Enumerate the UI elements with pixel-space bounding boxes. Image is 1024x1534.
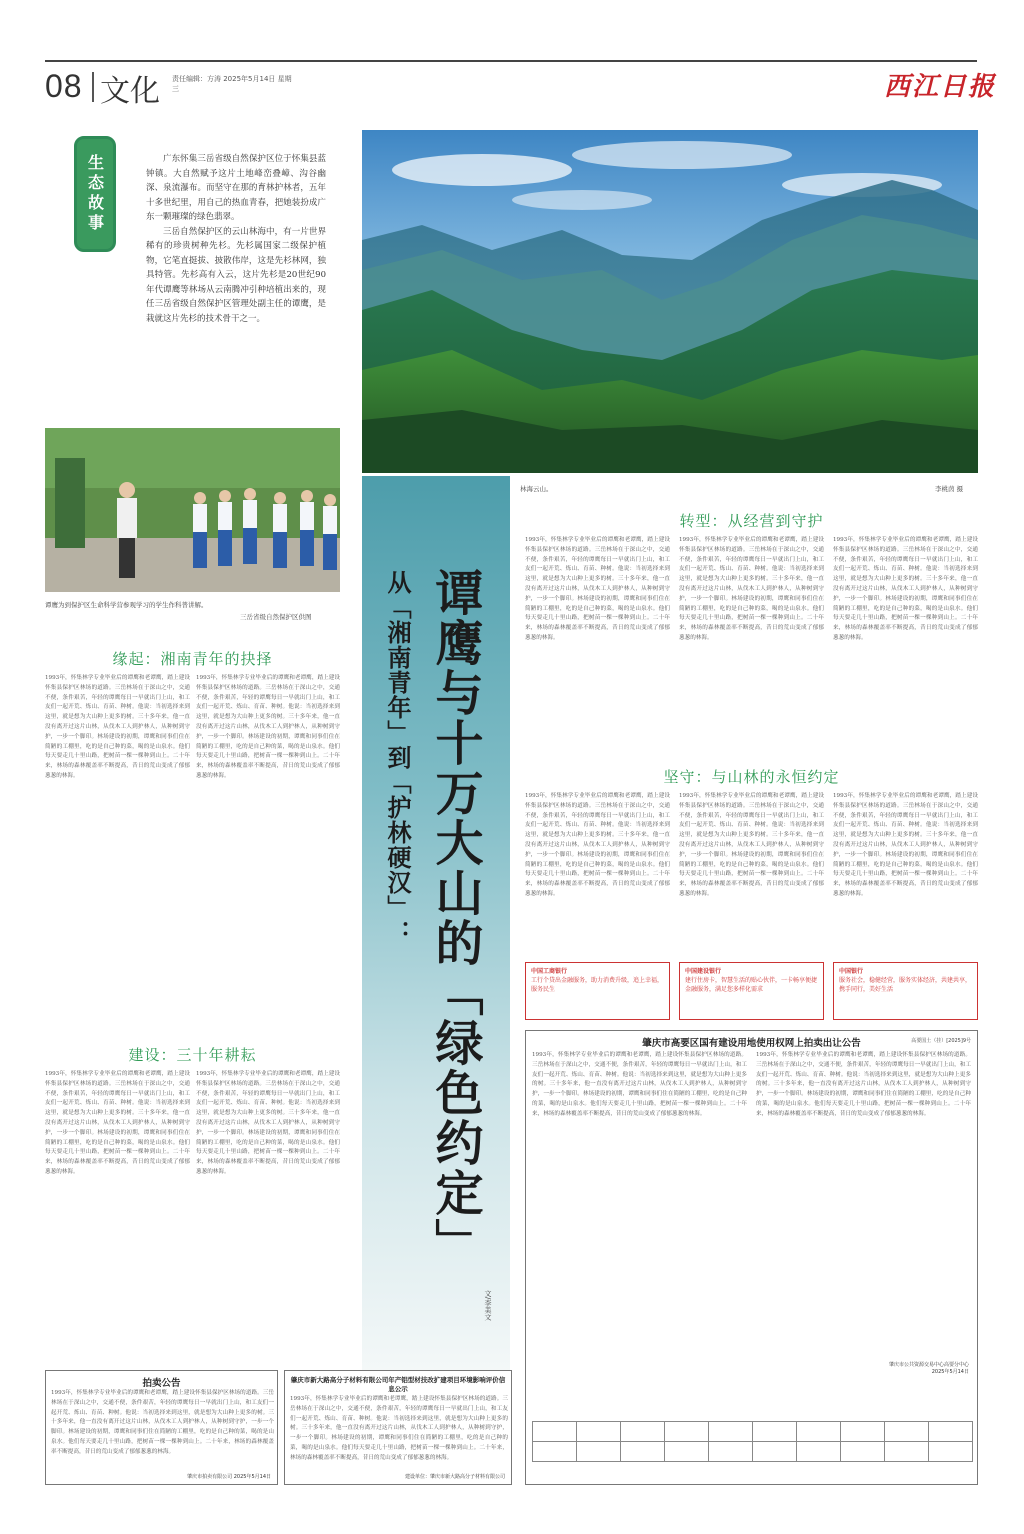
ad-text: 服务社会，稳健经营，服务实体经济，共建共享，携手同行，美好生活 (839, 977, 972, 993)
body-text: 1993年，怀集林学专业毕业后的谭鹰和老谭鹰，踏上建设怀集县保护区林场的道路。三岳林场在于深山之中，交通不便，条件艰苦，年轻的谭鹰每日一早就出门上山，和工友们一起开荒、炼山、育苗、种树。他说：当初选择来到这里，就是想为大山种上更多的树。三十多年来，他一直没有离开过这片山林，从伐木工人到护林人，从种树到守护，一步一个脚印。林场建设的初期，谭鹰和同事们住在简陋的工棚里，吃的是自己种的菜，喝的是山泉水。他们每天要走几十里山路，把树苗一棵一棵种到山上。二十年来，林场的森林覆盖率不断提高，昔日的荒山变成了郁郁葱葱的林海。 (196, 675, 340, 779)
header-rule (45, 60, 977, 62)
notice-signoff: 肇庆市拍卖有限公司 2025年5月14日 (187, 1474, 271, 1480)
body-text: 1993年，怀集林学专业毕业后的谭鹰和老谭鹰，踏上建设怀集县保护区林场的道路。三岳林场在于深山之中，交通不便，条件艰苦，年轻的谭鹰每日一早就出门上山，和工友们一起开荒、炼山、育苗、种树。他说：当初选择来到这里，就是想为大山种上更多的树。三十多年来，他一直没有离开过这片山林，从伐木工人到护林人，从种树到守护，一步一个脚印。林场建设的初期，谭鹰和同事们住在简陋的工棚里，吃的是自己种的菜，喝的是山泉水。他们每天要走几十里山路，把树苗一棵一棵种到山上。二十年来，林场的森林覆盖率不断提高，昔日的荒山变成了郁郁葱葱的林海。 (525, 793, 670, 897)
page-number: 08 (45, 68, 83, 104)
body-text: 1993年，怀集林学专业毕业后的谭鹰和老谭鹰，踏上建设怀集县保护区林场的道路。三岳林场在于深山之中，交通不便，条件艰苦，年轻的谭鹰每日一早就出门上山，和工友们一起开荒、炼山、育苗、种树。他说：当初选择来到这里，就是想为大山种上更多的树。三十多年来，他一直没有离开过这片山林，从伐木工人到护林人，从种树到守护，一步一个脚印。林场建设的初期，谭鹰和同事们住在简陋的工棚里，吃的是自己种的菜，喝的是山泉水。他们每天要走几十里山路，把树苗一棵一棵种到山上。二十年来，林场的森林覆盖率不断提高，昔日的荒山变成了郁郁葱葱的林海。 (525, 537, 670, 641)
ad-boc[interactable] (833, 962, 978, 1020)
body-text: 1993年，怀集林学专业毕业后的谭鹰和老谭鹰，踏上建设怀集县保护区林场的道路。三岳林场在于深山之中，交通不便，条件艰苦，年轻的谭鹰每日一早就出门上山，和工友们一起开荒、炼山、育苗、种树。他说：当初选择来到这里，就是想为大山种上更多的树。三十多年来，他一直没有离开过这片山林，从伐木工人到护林人，从种树到守护，一步一个脚印。林场建设的初期，谭鹰和同事们住在简陋的工棚里，吃的是自己种的菜，喝的是山泉水。他们每天要走几十里山路，把树苗一棵一棵种到山上。二十年来，林场的森林覆盖率不断提高，昔日的荒山变成了郁郁葱葱的林海。 (45, 1071, 190, 1175)
newspaper-logo: 西江日报 (884, 72, 997, 102)
intro-paragraph-1: 广东怀集三岳省级自然保护区位于怀集县蓝钟镇。大自然赋予这片土地峰峦叠嶂、沟谷幽深、泉流瀑布。而坚守在那的育林护林者，五年十多世纪里，用自己的热血青春，把她装扮成广东一颗璀璨的绿色翡翠。 (146, 154, 326, 222)
section-name: 文化 (100, 74, 160, 109)
body-text: 1993年，怀集林学专业毕业后的谭鹰和老谭鹰，踏上建设怀集县保护区林场的道路。三岳林场在于深山之中，交通不便，条件艰苦，年轻的谭鹰每日一早就出门上山，和工友们一起开荒、炼山、育苗、种树。他说：当初选择来到这里，就是想为大山种上更多的树。三十多年来，他一直没有离开过这片山林，从伐木工人到护林人，从种树到守护，一步一个脚印。林场建设的初期，谭鹰和同事们住在简陋的工棚里，吃的是自己种的菜，喝的是山泉水。他们每天要走几十里山路，把树苗一棵一棵种到山上。二十年来，林场的森林覆盖率不断提高，昔日的荒山变成了郁郁葱葱的林海。 (45, 675, 190, 779)
notice-table (532, 1421, 973, 1462)
hero-caption: 林海云山。 (520, 485, 553, 493)
article-title: 谭鹰与十万大山的「绿色约定」 (427, 568, 483, 1268)
body-text: 1993年，怀集林学专业毕业后的谭鹰和老谭鹰，踏上建设怀集县保护区林场的道路。三岳林场在于深山之中，交通不便，条件艰苦，年轻的谭鹰每日一早就出门上山，和工友们一起开荒、炼山、育苗、种树。他说：当初选择来到这里，就是想为大山种上更多的树。三十多年来，他一直没有离开过这片山林，从伐木工人到护林人，从种树到守护，一步一个脚印。林场建设的初期，谭鹰和同事们住在简陋的工棚里，吃的是自己种的菜，喝的是山泉水。他们每天要走几十里山路，把树苗一棵一棵种到山上。二十年来，林场的森林覆盖率不断提高，昔日的荒山变成了郁郁葱葱的林海。 (196, 1071, 340, 1175)
auction-notice (525, 1030, 978, 1485)
ad-text: 建行住房卡，智慧生活的贴心伙伴，一卡畅享便捷金融服务，满足您多样化需求 (685, 977, 818, 993)
column-label: 生态故事 (74, 136, 116, 252)
intro-paragraph-2: 三岳自然保护区的云山林海中，有一片世界稀有的珍贵树种先杉。先杉属国家二级保护植物，它笔直挺拔、披散伟岸，这是先杉林网，独具特管。先杉高有入云，这片先杉是20世纪90年代谭鹰等林场从云南腾冲引种培植出来的，现任三岳省级自然保护区管理处副主任的谭鹰，是栽就这片先杉的技术骨干之一。 (146, 226, 326, 324)
ad-bank-name: 中国银行 (839, 968, 864, 975)
notice-date: 2025年5月14日 (931, 1369, 969, 1375)
notice-number: 高要国土（挂）[2025]9号 (911, 1038, 971, 1044)
section-heading-build: 建设：三十年耕耘 (128, 1046, 257, 1064)
hero-landscape-photo (362, 130, 978, 473)
notice-title: 拍卖公告 (142, 1378, 181, 1389)
notice-body: 1993年，怀集林学专业毕业后的谭鹰和老谭鹰，踏上建设怀集县保护区林场的道路。三岳林场在于深山之中，交通不便，条件艰苦，年轻的谭鹰每日一早就出门上山，和工友们一起开荒、炼山、育苗、种树。他说：当初选择来到这里，就是想为大山种上更多的树。三十多年来，他一直没有离开过这片山林，从伐木工人到护林人，从种树到守护，一步一个脚印。林场建设的初期，谭鹰和同事们住在简陋的工棚里，吃的是自己种的菜，喝的是山泉水。他们每天要走几十里山路，把树苗一棵一棵种到山上。二十年来，林场的森林覆盖率不断提高，昔日的荒山变成了郁郁葱葱的林海。 (532, 1052, 747, 1117)
photo2-credit: 三岳省级自然保护区供图 (240, 613, 312, 621)
notice-signoff: 肇庆市公共资源交易中心高要分中心 (888, 1362, 969, 1368)
ad-bank-name: 中国建设银行 (685, 968, 722, 975)
ad-text: 工行个贷出金融服务，助力消费升级，追上幸福，服务民生 (531, 977, 664, 993)
photo2-caption: 谭鹰为到保护区生命科学营参观学习的学生作科普讲解。 (45, 601, 208, 609)
body-text: 1993年，怀集林学专业毕业后的谭鹰和老谭鹰，踏上建设怀集县保护区林场的道路。三岳林场在于深山之中，交通不便，条件艰苦，年轻的谭鹰每日一早就出门上山，和工友们一起开荒、炼山、育苗、种树。他说：当初选择来到这里，就是想为大山种上更多的树。三十多年来，他一直没有离开过这片山林，从伐木工人到护林人，从种树到守护，一步一个脚印。林场建设的初期，谭鹰和同事们住在简陋的工棚里，吃的是自己种的菜，喝的是山泉水。他们每天要走几十里山路，把树苗一棵一棵种到山上。二十年来，林场的森林覆盖率不断提高，昔日的荒山变成了郁郁葱葱的林海。 (679, 793, 824, 897)
notice-body: 1993年，怀集林学专业毕业后的谭鹰和老谭鹰，踏上建设怀集县保护区林场的道路。三岳林场在于深山之中，交通不便，条件艰苦，年轻的谭鹰每日一早就出门上山，和工友们一起开荒、炼山、育苗、种树。他说：当初选择来到这里，就是想为大山种上更多的树。三十多年来，他一直没有离开过这片山林，从伐木工人到护林人，从种树到守护，一步一个脚印。林场建设的初期，谭鹰和同事们住在简陋的工棚里，吃的是自己种的菜，喝的是山泉水。他们每天要走几十里山路，把树苗一棵一棵种到山上。二十年来，林场的森林覆盖率不断提高，昔日的荒山变成了郁郁葱葱的林海。 (290, 1396, 508, 1461)
notice-title: 肇庆市新大路高分子材料有限公司年产铝型材技改扩建项目环境影响评价信息公示 (290, 1376, 506, 1393)
intro-text (146, 152, 326, 326)
section-heading-origin: 缘起：湘南青年的抉择 (112, 650, 273, 668)
ad-bank-name: 中国工商银行 (531, 968, 568, 975)
notice-body: 1993年，怀集林学专业毕业后的谭鹰和老谭鹰，踏上建设怀集县保护区林场的道路。三岳林场在于深山之中，交通不便，条件艰苦，年轻的谭鹰每日一早就出门上山，和工友们一起开荒、炼山、育苗、种树。他说：当初选择来到这里，就是想为大山种上更多的树。三十多年来，他一直没有离开过这片山林，从伐木工人到护林人，从种树到守护，一步一个脚印。林场建设的初期，谭鹰和同事们住在简陋的工棚里，吃的是自己种的菜，喝的是山泉水。他们每天要走几十里山路，把树苗一棵一棵种到山上。二十年来，林场的森林覆盖率不断提高，昔日的荒山变成了郁郁葱葱的林海。 (756, 1052, 971, 1117)
header-separator (92, 72, 94, 102)
body-text: 1993年，怀集林学专业毕业后的谭鹰和老谭鹰，踏上建设怀集县保护区林场的道路。三岳林场在于深山之中，交通不便，条件艰苦，年轻的谭鹰每日一早就出门上山，和工友们一起开荒、炼山、育苗、种树。他说：当初选择来到这里，就是想为大山种上更多的树。三十多年来，他一直没有离开过这片山林，从伐木工人到护林人，从种树到守护，一步一个脚印。林场建设的初期，谭鹰和同事们住在简陋的工棚里，吃的是自己种的菜，喝的是山泉水。他们每天要走几十里山路，把树苗一棵一棵种到山上。二十年来，林场的森林覆盖率不断提高，昔日的荒山变成了郁郁葱葱的林海。 (833, 537, 978, 641)
notice-body: 1993年，怀集林学专业毕业后的谭鹰和老谭鹰，踏上建设怀集县保护区林场的道路。三岳林场在于深山之中，交通不便，条件艰苦，年轻的谭鹰每日一早就出门上山，和工友们一起开荒、炼山、育苗、种树。他说：当初选择来到这里，就是想为大山种上更多的树。三十多年来，他一直没有离开过这片山林，从伐木工人到护林人，从种树到守护，一步一个脚印。林场建设的初期，谭鹰和同事们住在简陋的工棚里，吃的是自己种的菜，喝的是山泉水。他们每天要走几十里山路，把树苗一棵一棵种到山上。二十年来，林场的森林覆盖率不断提高，昔日的荒山变成了郁郁葱葱的林海。 (51, 1390, 274, 1455)
hero-credit: 李桃茵 摄 (935, 485, 964, 493)
byline: 文/李美文 (484, 1290, 492, 1321)
eia-notice (284, 1370, 512, 1485)
body-text: 1993年，怀集林学专业毕业后的谭鹰和老谭鹰，踏上建设怀集县保护区林场的道路。三岳林场在于深山之中，交通不便，条件艰苦，年轻的谭鹰每日一早就出门上山，和工友们一起开荒、炼山、育苗、种树。他说：当初选择来到这里，就是想为大山种上更多的树。三十多年来，他一直没有离开过这片山林，从伐木工人到护林人，从种树到守护，一步一个脚印。林场建设的初期，谭鹰和同事们住在简陋的工棚里，吃的是自己种的菜，喝的是山泉水。他们每天要走几十里山路，把树苗一棵一棵种到山上。二十年来，林场的森林覆盖率不断提高，昔日的荒山变成了郁郁葱葱的林海。 (679, 537, 824, 641)
students-photo (45, 428, 340, 592)
auction-notice-small (45, 1370, 278, 1485)
ad-ccb[interactable] (679, 962, 824, 1020)
header-meta: 责任编辑：方涛 2025年5月14日 星期三 (172, 75, 292, 93)
notice-signoff: 建设单位：肇庆市新大路高分子材料有限公司 (404, 1474, 505, 1480)
article-subtitle: 从「湘南青年」到「护林硬汉」： (383, 570, 412, 945)
section-heading-persist: 坚守：与山林的永恒约定 (663, 768, 840, 786)
section-heading-transform: 转型：从经营到守护 (679, 512, 824, 530)
body-text: 1993年，怀集林学专业毕业后的谭鹰和老谭鹰，踏上建设怀集县保护区林场的道路。三岳林场在于深山之中，交通不便，条件艰苦，年轻的谭鹰每日一早就出门上山，和工友们一起开荒、炼山、育苗、种树。他说：当初选择来到这里，就是想为大山种上更多的树。三十多年来，他一直没有离开过这片山林，从伐木工人到护林人，从种树到守护，一步一个脚印。林场建设的初期，谭鹰和同事们住在简陋的工棚里，吃的是自己种的菜，喝的是山泉水。他们每天要走几十里山路，把树苗一棵一棵种到山上。二十年来，林场的森林覆盖率不断提高，昔日的荒山变成了郁郁葱葱的林海。 (833, 793, 978, 897)
notice-title: 肇庆市高要区国有建设用地使用权网上拍卖出让公告 (642, 1038, 861, 1049)
ad-icbc[interactable] (525, 962, 670, 1020)
